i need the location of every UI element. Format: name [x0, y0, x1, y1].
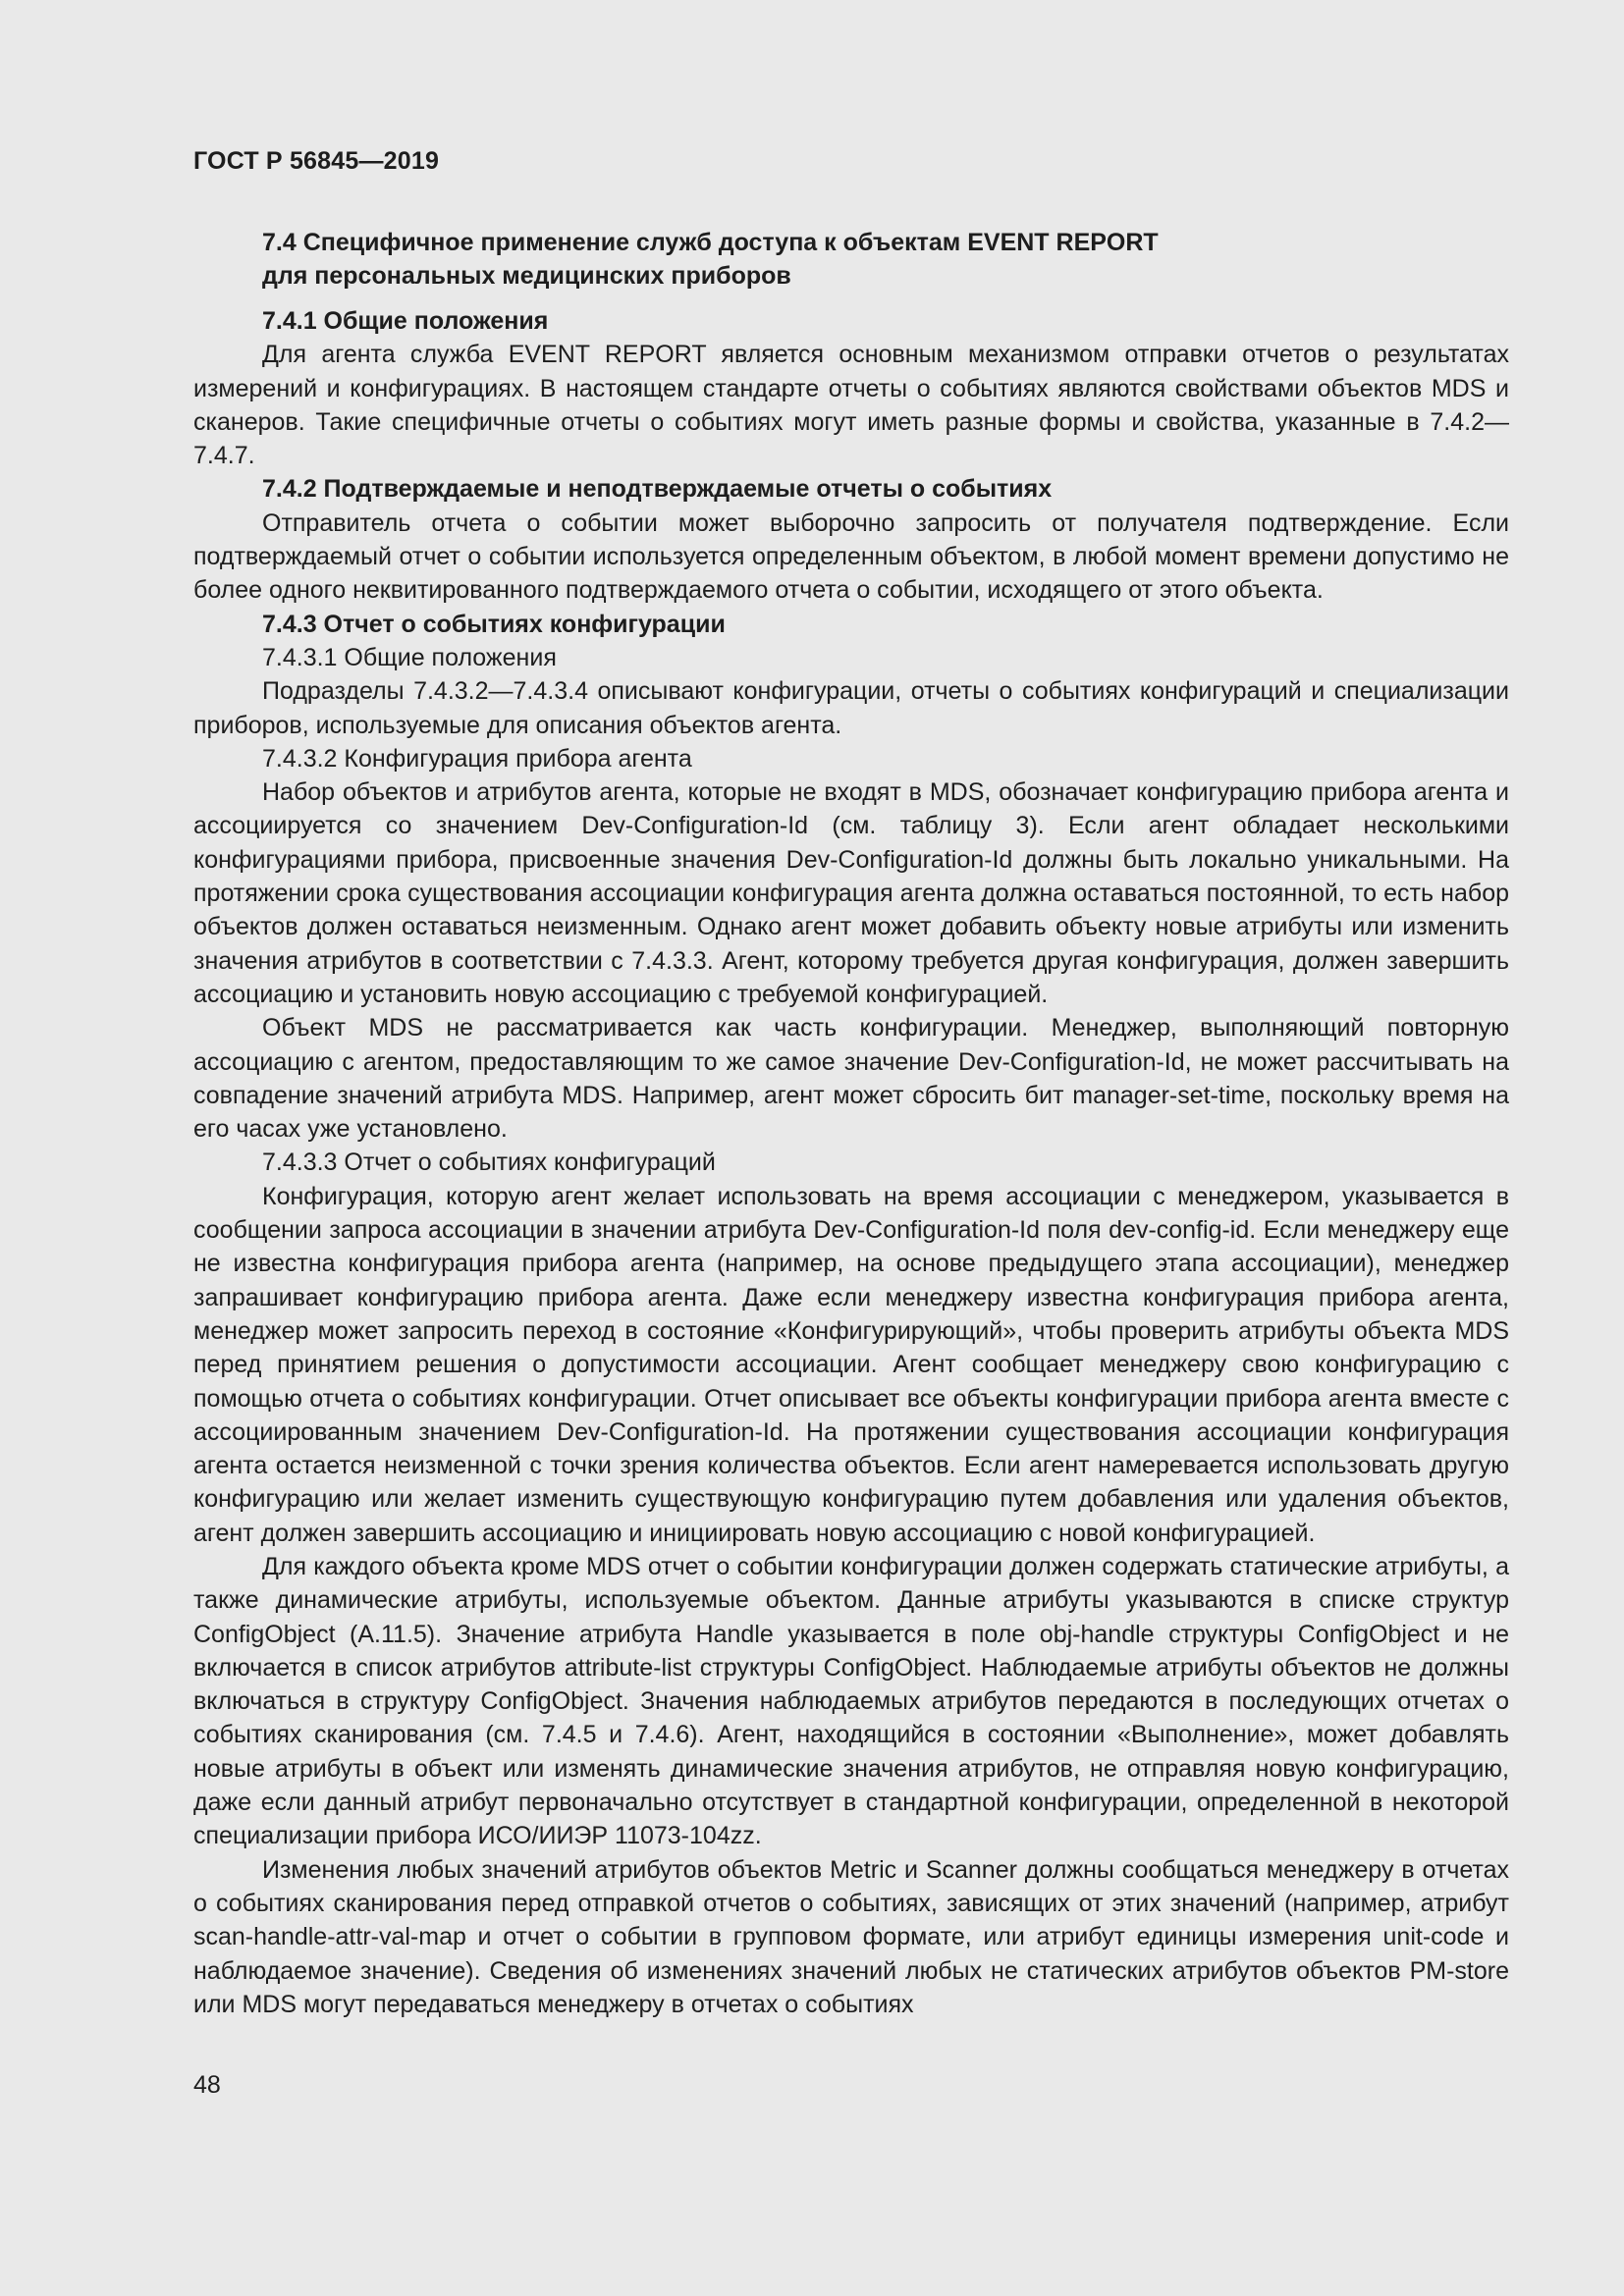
paragraph-7-4-1: Для агента служба EVENT REPORT является основным механизмом отправки отчетов о результатах измерений и конфигурациях. В настоящем стандарте отчеты о событиях являются свойствами объектов MDS и сканеров. Такие специфичные отчеты о событиях могут иметь разные формы и свойства, указанные в 7.4.2—7.4.7. — [193, 341, 1509, 470]
heading-7-4-3-2: 7.4.3.2 Конфигурация прибора агента — [262, 744, 692, 773]
heading-7-4-1: 7.4.1 Общие положения — [262, 307, 549, 335]
section-title — [193, 226, 1509, 293]
heading-7-4-3-1: 7.4.3.1 Общие положения — [262, 643, 557, 671]
running-header: ГОСТ Р 56845—2019 — [193, 147, 440, 175]
paragraph-7-4-2: Отправитель отчета о событии может выборочно запросить от получателя подтверждение. Если подтверждаемый отчет о событии используется определенным объектом, в любой момент времени допустимо не более одного неквитированного подтверждаемого отчета о событии, исходящего от этого объекта. — [193, 508, 1509, 605]
section-title-line-2: для персональных медицинских приборов — [262, 262, 791, 290]
heading-7-4-3: 7.4.3 Отчет о событиях конфигурации — [262, 610, 726, 638]
paragraph-7-4-3-2-b: Объект MDS не рассматривается как часть конфигурации. Менеджер, выполняющий повторную ассоциацию с агентом, предоставляющим то же самое значение Dev-Configuration-Id, не может рассчитывать на совпадение значений атрибута MDS. Например, агент может сбросить бит manager-set-time, поскольку время на его часах уже установлено. — [193, 1014, 1509, 1144]
heading-7-4-2: 7.4.2 Подтверждаемые и неподтверждаемые отчеты о событиях — [262, 475, 1053, 504]
paragraph-7-4-3-1: Подразделы 7.4.3.2—7.4.3.4 описывают конфигурации, отчеты о событиях конфигураций и специализации приборов, используемые для описания объектов агента. — [193, 677, 1509, 739]
page-number: 48 — [193, 2071, 221, 2099]
heading-7-4-3-3: 7.4.3.3 Отчет о событиях конфигураций — [262, 1148, 716, 1177]
paragraph-7-4-3-3-c: Изменения любых значений атрибутов объектов Metric и Scanner должны сообщаться менеджеру в отчетах о событиях сканирования перед отправкой отчетов о событиях, зависящих от этих значений (например, атрибут scan-handle-attr-val-map и отчет о событии в групповом формате, или атрибут единицы измерения unit-code и наблюдаемое значение). Сведения об изменениях значений любых не статических атрибутов объектов PM-store или MDS могут передаваться менеджеру в отчетах о событиях — [193, 1855, 1509, 2018]
paragraph-7-4-3-2-a: Набор объектов и атрибутов агента, которые не входят в MDS, обозначает конфигурацию прибора агента и ассоциируется со значением Dev-Configuration-Id (см. таблицу 3). Если агент обладает несколькими конфигурациями прибора, присвоенные значения Dev-Configuration-Id должны быть локально уникальными. На протяжении срока существования ассоциации конфигурация агента должна оставаться постоянной, то есть набор объектов должен оставаться неизменным. Однако агент может добавить объекту новые атрибуты или изменить значения атрибутов в соответствии с 7.4.3.3. Агент, которому требуется другая конфигурация, должен завершить ассоциацию и установить новую ассоциацию с требуемой конфигурацией. — [193, 778, 1509, 1008]
section-title-line-1: 7.4 Специфичное применение служб доступа к объектам EVENT REPORT — [262, 229, 1159, 256]
page-body — [193, 226, 1509, 2021]
paragraph-7-4-3-3-a: Конфигурация, которую агент желает использовать на время ассоциации с менеджером, указывается в сообщении запроса ассоциации в значении атрибута Dev-Configuration-Id поля dev-config-id. Если менеджеру еще не известна конфигурация прибора агента (например, на основе предыдущего этапа ассоциации), менеджер запрашивает конфигурацию прибора агента. Даже если менеджеру известна конфигурация прибора агента, менеджер может запросить переход в состояние «Конфигурирующий», чтобы проверить атрибуты объекта MDS перед принятием решения о допустимости ассоциации. Агент сообщает менеджеру свою конфигурацию с помощью отчета о событиях конфигурации. Отчет описывает все объекты конфигурации прибора агента вместе с ассоциированным значением Dev-Configuration-Id. На протяжении существования ассоциации конфигурация агента остается неизменной с точки зрения количества объектов. Если агент намеревается использовать другую конфигурацию или желает изменить существующую конфигурацию путем добавления или удаления объектов, агент должен завершить ассоциацию и инициировать новую ассоциацию с новой конфигурацией. — [193, 1182, 1509, 1547]
paragraph-7-4-3-3-b: Для каждого объекта кроме MDS отчет о событии конфигурации должен содержать статические атрибуты, а также динамические атрибуты, используемые объектом. Данные атрибуты указываются в списке структур ConfigObject (А.11.5). Значение атрибута Handle указывается в поле obj-handle структуры ConfigObject и не включается в список атрибутов attribute-list структуры ConfigObject. Наблюдаемые атрибуты объектов не должны включаться в структуру ConfigObject. Значения наблюдаемых атрибутов передаются в последующих отчетах о событиях сканирования (см. 7.4.5 и 7.4.6). Агент, находящийся в состоянии «Выполнение», может добавлять новые атрибуты в объект или изменять динамические значения атрибутов, не отправляя новую конфигурацию, даже если данный атрибут первоначально отсутствует в стандартной конфигурации, определенной в некоторой специализации прибора ИСО/ИИЭР 11073-104zz. — [193, 1552, 1509, 1850]
